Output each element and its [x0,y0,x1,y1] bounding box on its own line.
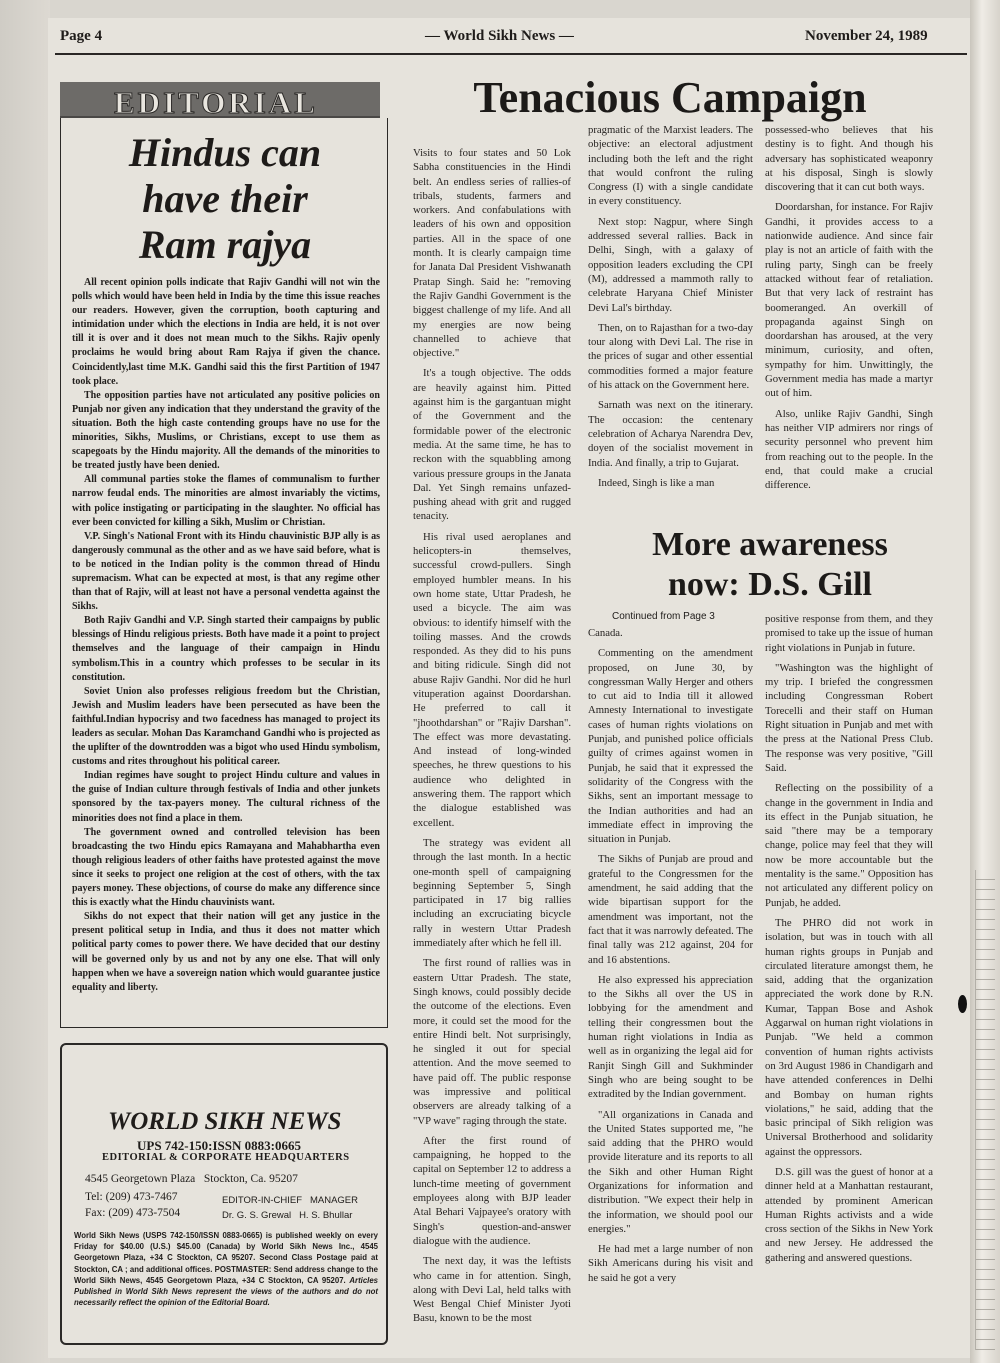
masthead-ups: UPS 742-150:ISSN 0883:0665 [137,1138,301,1153]
editorial-paragraph: The opposition parties have not articulated any positive policies on Punjab nor given any indication that they understand the gravity of the situation. Both the high caste contending groups have no use for the minorities, Sikhs, Muslims, or Christians, except to use them as scapegoats by the Hindu majority. All the demands of the minorities to be treated justly have been denied. [72,389,380,472]
editorial-paragraph: Soviet Union also professes religious freedom but the Christian, Jewish and Muslim leaders have been persecuted as have been the faithful.Indian hypocrisy and two facedness has managed to project its leaders as secular. Mohan Das Karamchand Gandhi who is projected as the uplifter of the downtrodden was a bigot who used Hindu symbolism, customs and rites throughout his political career. [72,685,380,768]
gill-column-2 [765,612,933,1271]
article-paragraph: He had met a large number of non Sikh Americans during his visit and he said he got a very [588,1243,753,1284]
article-paragraph: Reflecting on the possibility of a change in the government in India and its effect in the Punjab situation, he said "there may be a temporary change, police may feel that they will now be more accountable but the mentality is the same." Opposition has not articulated any different policy on Punjab, he added. [765,782,933,909]
editorial-paragraph: Sikhs do not expect that their nation will get any justice in the present political setup in India, and thus it does not matter which political party comes to power there. We have decided that our destiny will be governed only by us and not by any one else. That will only happen when we have a sovereign nation which would guarantee justice equality and liberty. [72,911,380,993]
article-paragraph: The next day, it was the leftists who came in for attention. Singh, along with Devi Lal, held talks with West Bengal Chief Minister Jyoti Basu, known to be the most [413,1255,571,1325]
article-paragraph: Next stop: Nagpur, where Singh addressed several rallies. Back in Delhi, Singh, with a galaxy of opposition leaders excluding the CPI (M), addressed a mammoth rally to celebrate Haryana Chief Minister Devi Lal's birthday. [588,215,753,314]
editorial-headline [70,130,380,268]
article-paragraph: Then, on to Rajasthan for a two-day tour along with Devi Lal. The rise in the prices of sugar and other essential commodities formed a major feature of his attack on the Government here. [588,321,753,392]
masthead-tel: Tel: (209) 473-7467 [85,1191,178,1203]
editorial-headline-line: have their [142,176,308,221]
article-paragraph: He also expressed his appreciation to the Sikhs all over the US in lobbying for the amendment and telling their congressmen bout the human right violations in India as well as in organizing the legal aid for Ranjit Singh Gill and Sukhminder Singh who are being sought to be extradited by the Indian government. [588,973,753,1101]
continued-note: Continued from Page 3 [612,611,715,622]
article-paragraph: pragmatic of the Marxist leaders. The objective: an electoral adjustment including both the left and the right that would confront the ruling Congress (I) with a single candidate in every constituency. [588,124,753,208]
article-paragraph: His rival used aeroplanes and helicopters-in themselves, successful crowd-pullers. Singh employed humbler means. In his own home state, Uttar Pradesh, he used a bicycle. The aim was obvious: to identify himself with the toiling masses. And the crowds responded. As they did to his puns and biting ridicule. Singh did not abuse Rajiv Gandhi. Nor did he hurl vituperation against Doordarshan. He preferred to call it "jhoothdarshan" or "Rajiv Darshan". The effect was more devastating. And instead of long-winded speeches, he threw questions to his audience who delighted in answering them. The rapport which the dialogue established was excellent. [413,530,571,829]
editorial-paragraph: Indian regimes have sought to project Hindu culture and values in the guise of Indian culture through festivals of India and other junkets sponsored by the tax-payers money. The cultural richness of the minorities does not find a place in them. [72,770,380,824]
article-paragraph: Visits to four states and 50 Lok Sabha constituencies in the Hindi belt. An endless series of rallies-of tribals, students, farmers and workers. And confabulations with leaders of his own and opposition parties. All in the space of one month. It is clearly campaign time for Janata Dal President Vishwanath Pratap Singh. Said he: "removing the Rajiv Gandhi Government is the biggest challenge of my life. And all my energies are now being channelled to achieve that objective." [413,147,571,360]
article-paragraph: Doordarshan, for instance. For Rajiv Gandhi, it provides access to a nationwide audience. And since fair play is not an article of faith with the ruling party, Singh can be freely attacked without fear of retaliation. But that very lack of restraint has boomeranged. An overkill of propaganda against Singh on doordarshan has aroused, at the very minimum, curiosity, and often, sympathy for him. Unwittingly, the Government media has made a martyr out of him. [765,201,933,400]
editorial-banner [60,82,380,118]
editorial-headline-line: Ram rajya [138,222,312,267]
page-number: Page 4 [60,28,103,44]
article-paragraph: After the first round of campaigning, he hopped to the capital on September 12 to address a lunch-time meeting of government employees along with BJP leader Atal Behari Vajpayee's oratory with Singh's question-and-answer dialogue with the audience. [413,1134,571,1247]
editorial-banner-label: EDITORIAL [114,85,318,120]
article-paragraph: It's a tough objective. The odds are heavily against him. Pitted against him is the gargantuan might of the Government and the formidable power of the electronic media. At the same time, he has to reckon with the squabbling among various pressure groups in the Janata Dal. Yet Singh remains unfazed-pushing ahead with grit and rugged tenacity. [413,367,571,523]
article-paragraph: The PHRO did not work in isolation, but was in touch with all human rights groups in Punjab and circulated literature amongst them, he said, adding that the organization appreciated the work done by R.N. Kumar, Tappan Bose and Ashok Aggarwal on human right violations in Punjab. "We held a common convention of human rights activists on 3rd August 1986 in Chandigarh and have attended conferences in Delhi and Bombay on human rights violations," he said, adding that the basic principal of Sikh religion was Universal Brotherhood and solidarity against the oppressors. [765,916,933,1158]
editorial-paragraph: V.P. Singh's National Front with its Hindu chauvinistic BJP ally is as dangerously communal as the other and as we have said before, what is to be noticed in the Indian polity is the common thread of Hindu supremacism. What can be expected at most, is that any regime other than that of Rajiv, will at least not have a personal vendetta against the Sikhs. [72,530,380,613]
campaign-column-2 [588,123,753,496]
article-paragraph: possessed-who believes that his destiny is to fight. And though his adversary has sophisticated weaponry at his disposal, Singh is slowly discovering that it can cut both ways. [765,124,933,194]
article-paragraph: "All organizations in Canada and the United States supported me, "he said adding that the PHRO would provide literature and its reports to all the Sikh and other Human Right Organizations for information and distribution. "We expect their help in the information, we should pool our energies." [588,1108,753,1235]
article-paragraph: Indeed, Singh is like a man [598,476,715,489]
gill-headline-line: now: D.S. Gill [667,566,873,603]
editorial-headline-line: Hindus can [128,130,322,175]
masthead-notice [74,1230,378,1308]
article-paragraph: Commenting on the amendment proposed, on June 30, by congressman Wally Herger and others to cut aid to India till it allowed Amnesty International to investigate cases of human rights violations on Punjab, and punished police officials guilty of crimes against women in Punjab, he said that it expressed the solidarity of the Congress with the Sikhs, sent an important message to the Indian authorities and had an immediate effect in improving the situation in Punjab. [588,647,753,846]
editorial-paragraph: All communal parties stoke the flames of communalism to further narrow feudal ends. The minorities are almost invariably the victims, with police instigating or participating in the slaughter. No official has ever been convicted for killing a Sikh, Muslim or Christian. [72,474,380,528]
article-paragraph: The Sikhs of Punjab are proud and grateful to the Congressmen for the amendment, he said adding that the wide bipartisan support for the amendment was important, not the fact that it was narrowly defeated. The final tally was 212 against, 204 for and 16 abstentions. [588,853,753,966]
punch-hole [958,995,967,1013]
ruler-strip [975,870,995,1350]
masthead-roles: EDITOR-IN-CHIEF MANAGER [222,1195,358,1206]
masthead-notice-text: World Sikh News (USPS 742-150/ISSN 0883-0665) is published weekly on every Friday for $40.00 (U.S.) $45.00 (Canada) by World Sikh News Inc., 4545 Georgetown Plaza, +34 C Stockton, CA 95207. Second Class Postage paid at Stockton, CA ; and additional offices. POSTMASTER: Send address change to the World Sikh News, 4545 Georgetown Plaza, +34 C Stockton, CA 95207. [74,1231,378,1285]
masthead-fax: Fax: (209) 473-7504 [85,1207,181,1219]
masthead-names: Dr. G. S. Grewal H. S. Bhullar [222,1210,353,1221]
issue-date: November 24, 1989 [805,28,928,44]
campaign-column-1 [413,146,571,1332]
article-paragraph: D.S. gill was the guest of honor at a dinner held at a Manhattan restaurant, attended by prominent American Human Rights activists and a wide cross section of the Sikhs in New York and new Jersey. He addressed the gathering and answered questions. [765,1165,933,1264]
gill-headline [600,525,940,605]
masthead-disclaimer: Articles Published in World Sikh News represent the views of the authors and do not necessarily reflect the opinion of the Editorial Board. [74,1275,379,1308]
article-paragraph: Also, unlike Rajiv Gandhi, Singh has neither VIP admirers nor rings of security personnel who prevent him from reaching out to the people. In the end, that could make a crucial difference. [765,407,933,492]
masthead-address: 4545 Georgetown Plaza Stockton, Ca. 95207 [85,1173,298,1185]
article-paragraph: The first round of rallies was in eastern Uttar Pradesh. The state, Singh knows, could possibly decide the outcome of the elections. Even more, it could set the mood for the entire Hindi belt. Not surprisingly, he singled it out for special attention. And the move seemed to have paid off. The public response was impressive and political observers are already talking of a "VP wave" raging through the state. [413,957,571,1127]
editorial-paragraph: All recent opinion polls indicate that Rajiv Gandhi will not win the polls which would have been held in India by the time this issue reaches our readers. However, given the corruption, booth capturing and intimidation under which the elections in India are held, it is not over till it is over and it does not mean much to the Sikhs. Rajiv openly proclaims he would bring about Ram Rajya if given the chance. Coincidently,last time M.K. Gandhi said this the first Partition of 1947 took place. [72,277,380,387]
article-paragraph: positive response from them, and they promised to take up the issue of human right violations in Punjab in future. [765,613,933,654]
scan-margin [0,0,50,1363]
article-paragraph: "Washington was the highlight of my trip. I briefed the congressmen including Congressman Robert Torecelli and their staff on Human Right situation in Punjab and met with the press at the National Press Club. The response was very positive, "Gill Said. [765,661,933,774]
editorial-body [72,276,380,995]
article-paragraph: The strategy was evident all through the last month. In a hectic one-month spell of campaigning beginning September 5, Singh participated in 17 big rallies including an excruciating bicycle rally in western Uttar Pradesh immediately after which he fell ill. [413,836,571,950]
campaign-column-3 [765,123,933,498]
editorial-paragraph: Both Rajiv Gandhi and V.P. Singh started their campaigns by public blessings of Hindu religious priests. Both have made it a point to project themselves and the language of their campaign in Hindu symbolism.This in a country which professes to be secular in its constitution. [72,615,380,683]
publication-name: — World Sikh News — [425,28,574,44]
article-headline: Tenacious Campaign [473,73,867,122]
gill-headline-line: More awareness [652,526,888,563]
article-paragraph: Canada. [588,627,623,639]
article-paragraph: Sarnath was next on the itinerary. The occasion: the centenary celebration of Acharya Narendra Dev, doyen of the socialist movement in India. And finally, a trip to Gujarat. [588,399,753,469]
gill-column-1 [588,626,753,1291]
masthead-title: WORLD SIKH NEWS [108,1108,342,1135]
header-rule [55,53,967,55]
editorial-paragraph: The government owned and controlled television has been broadcasting the two Hindu epics Ramayana and Mahabhartha even though religious leaders of other faiths have protested against the move since it seeks to project one religion at the cost of others, with the tax payers money. These objections, of course do make any difference since this is exactly what the Hindu chauvinists want. [72,826,380,909]
masthead-hq: EDITORIAL & CORPORATE HEADQUARTERS [102,1152,350,1163]
